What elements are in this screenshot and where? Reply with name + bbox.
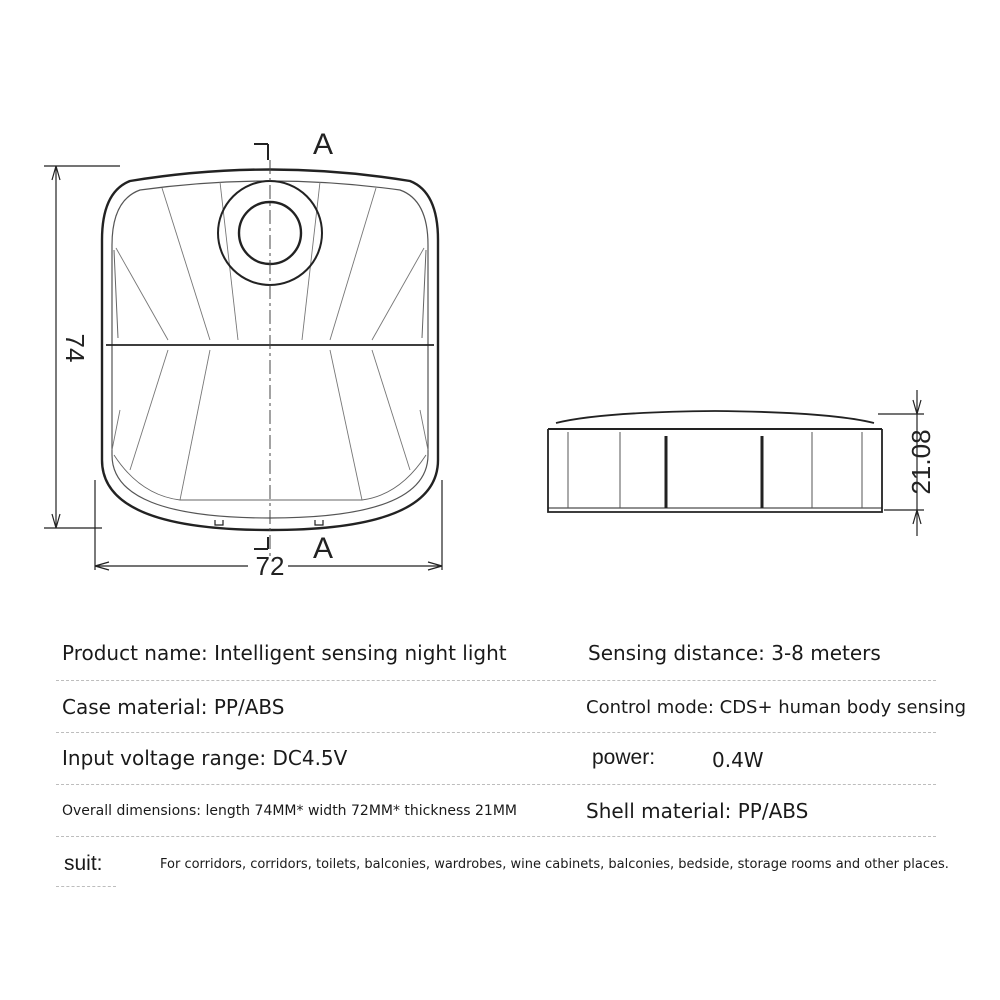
- row-divider-short: [56, 886, 116, 887]
- bottom-nubs: [215, 520, 323, 525]
- row-divider: [56, 836, 936, 837]
- section-marker-bottom: [254, 537, 268, 549]
- row-divider: [56, 784, 936, 785]
- width-label: 72: [255, 551, 285, 581]
- power-label: power:: [592, 746, 656, 769]
- suit-value: For corridors, corridors, toilets, balconies, wardrobes, wine cabinets, balconies, bedside, storage rooms and other places.: [160, 857, 949, 872]
- overall-dimensions: Overall dimensions: length 74MM* width 72MM* thickness 21MM: [62, 803, 517, 819]
- suit-label: suit:: [64, 852, 103, 875]
- power-value: 0.4W: [712, 748, 764, 772]
- side-view: [548, 411, 882, 512]
- thickness-label: 21.08: [906, 429, 936, 495]
- side-body: [548, 429, 882, 512]
- input-voltage: Input voltage range: DC4.5V: [62, 746, 348, 770]
- product-name: Product name: Intelligent sensing night light: [62, 641, 507, 665]
- row-divider: [56, 680, 936, 681]
- side-slots: [666, 436, 762, 508]
- shell-material: Shell material: PP/ABS: [586, 799, 809, 823]
- front-view: [102, 144, 438, 560]
- sensing-distance: Sensing distance: 3-8 meters: [588, 641, 881, 665]
- row-divider: [56, 732, 936, 733]
- side-ribs: [568, 432, 862, 508]
- section-marker-top: [254, 144, 268, 160]
- height-label: 74: [60, 333, 90, 363]
- section-label-bottom: A: [312, 532, 334, 565]
- section-label-top: A: [312, 128, 334, 161]
- case-material: Case material: PP/ABS: [62, 695, 285, 719]
- side-top-cap: [556, 411, 874, 423]
- control-mode: Control mode: CDS+ human body sensing: [586, 697, 967, 718]
